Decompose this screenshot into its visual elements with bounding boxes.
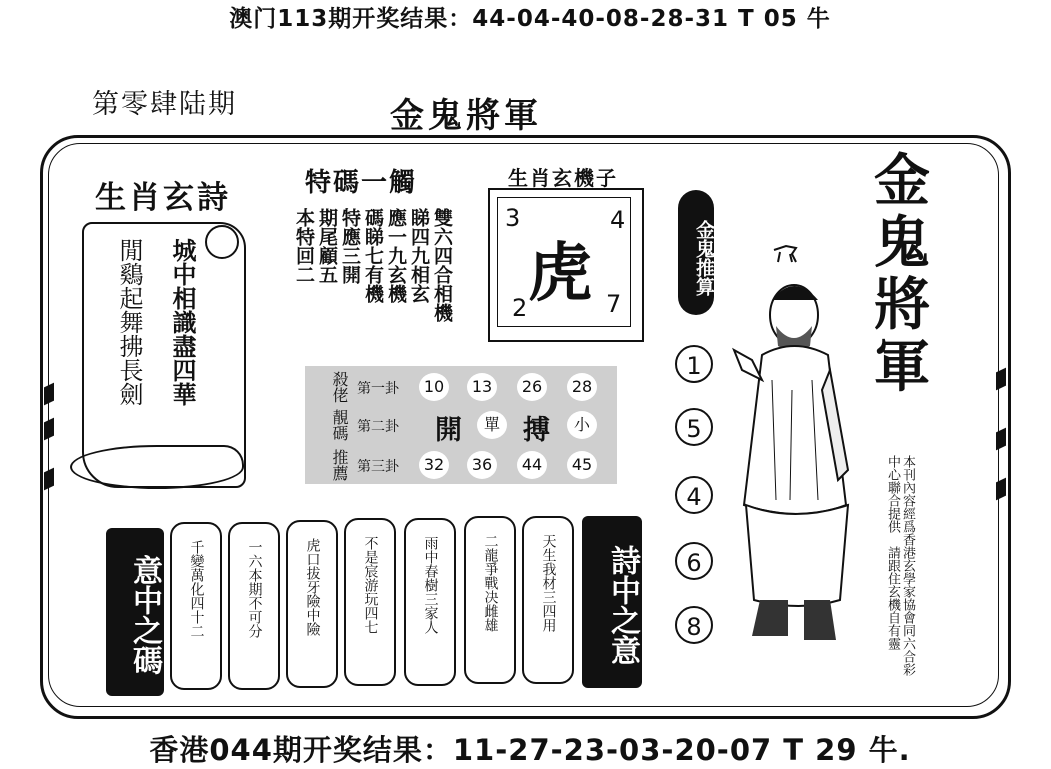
gua-ball: 26	[517, 373, 547, 401]
gua-open-char: 開	[435, 415, 462, 446]
gua-ball: 44	[517, 451, 547, 479]
gua-fight-char: 搏	[523, 415, 550, 446]
right-note	[885, 455, 915, 695]
scroll-curl	[70, 445, 244, 489]
gua-small-ball: 單	[477, 411, 507, 439]
main-title: 金鬼將軍	[390, 96, 542, 136]
hint-text: 雨中春樹三家人	[422, 536, 439, 634]
te-ma-line: 碼睇七有機	[362, 208, 384, 303]
hint-text: 天生我材三四用	[540, 534, 557, 632]
gua-name: 第三卦	[357, 459, 399, 475]
tuisuan-label: 金鬼推算	[678, 190, 714, 315]
hongkong-result: 香港044期开奖结果：11-27-23-03-20-07 T 29 牛.	[149, 733, 911, 767]
gua-ball: 36	[467, 451, 497, 479]
gua-panel	[305, 366, 617, 484]
right-note-line: 本刊內容經爲香港玄學家協會同六合彩	[900, 455, 915, 676]
jizi-title: 生肖玄機子	[508, 166, 618, 190]
right-title	[868, 150, 936, 398]
gua-row-2	[305, 406, 617, 444]
hint-text: 一六本期不可分	[246, 540, 263, 638]
jizi-number: 3	[505, 204, 521, 232]
hint-text: 二龍爭戰决雌雄	[482, 534, 499, 632]
hint-bar	[404, 518, 456, 686]
gua-row-1	[305, 368, 617, 406]
hint-bar	[464, 516, 516, 684]
issue-number: 第零肆陆期	[92, 89, 237, 120]
gua-label: 靚碼	[330, 409, 349, 441]
hint-text: 虎口拔牙險中險	[304, 538, 321, 636]
gua-ball: 45	[567, 451, 597, 479]
hint-bar	[170, 522, 222, 690]
te-ma-line: 睇四九相玄	[408, 208, 430, 303]
gua-label: 殺佬	[330, 371, 349, 403]
gua-row-3	[305, 446, 617, 484]
te-ma-line: 期尾顧五	[316, 208, 338, 284]
gua-label: 推薦	[330, 449, 349, 481]
poem-line-right: 城中相識盡四華	[168, 238, 197, 406]
tuisuan-number: 1	[675, 345, 713, 383]
gua-ball: 13	[467, 373, 497, 401]
jizi-number: 4	[610, 206, 626, 234]
te-ma-line: 雙六四合相機	[431, 208, 453, 322]
gua-name: 第一卦	[357, 381, 399, 397]
macau-result: 澳门113期开奖结果：44-04-40-08-28-31 T 05 牛	[229, 6, 831, 32]
poem-line-left: 閒鷄起舞拂長劍	[115, 238, 143, 406]
jizi-number: 7	[606, 290, 622, 318]
tuisuan-number: 5	[675, 408, 713, 446]
jizi-number: 2	[512, 294, 528, 322]
gua-name: 第二卦	[357, 419, 399, 435]
hint-bar	[344, 518, 396, 686]
horse-icon	[774, 246, 796, 262]
zodiac-character: 虎	[528, 236, 592, 311]
gua-ball: 10	[419, 373, 449, 401]
te-ma-line: 特應三開	[339, 208, 361, 284]
yi-zhong-zhi-ma-box: 意中之碼	[106, 528, 164, 696]
scroll-curl	[205, 225, 239, 259]
gua-ball: 28	[567, 373, 597, 401]
gua-small-ball: 小	[567, 411, 597, 439]
hint-bar	[286, 520, 338, 688]
gua-ball: 32	[419, 451, 449, 479]
hint-bar	[228, 522, 280, 690]
te-ma-line: 本特回二	[293, 208, 315, 284]
right-note-line: 中心聯合提供 請跟住玄機自有靈	[885, 455, 900, 650]
poem-title: 生肖玄詩	[95, 180, 231, 216]
hint-bar	[522, 516, 574, 684]
te-ma-title: 特碼一觸	[305, 168, 418, 198]
general-figure-illustration	[732, 240, 857, 660]
hint-text: 千變萬化四十二	[188, 540, 205, 638]
tuisuan-number: 8	[675, 606, 713, 644]
hint-text: 不是宸游玩四七	[362, 536, 379, 634]
tuisuan-number: 6	[675, 542, 713, 580]
te-ma-line: 應一九玄機	[385, 208, 407, 303]
shi-zhong-zhi-yi-box: 詩中之意	[582, 516, 642, 688]
tuisuan-number: 4	[675, 476, 713, 514]
right-title-text: 金鬼將軍	[874, 148, 930, 400]
